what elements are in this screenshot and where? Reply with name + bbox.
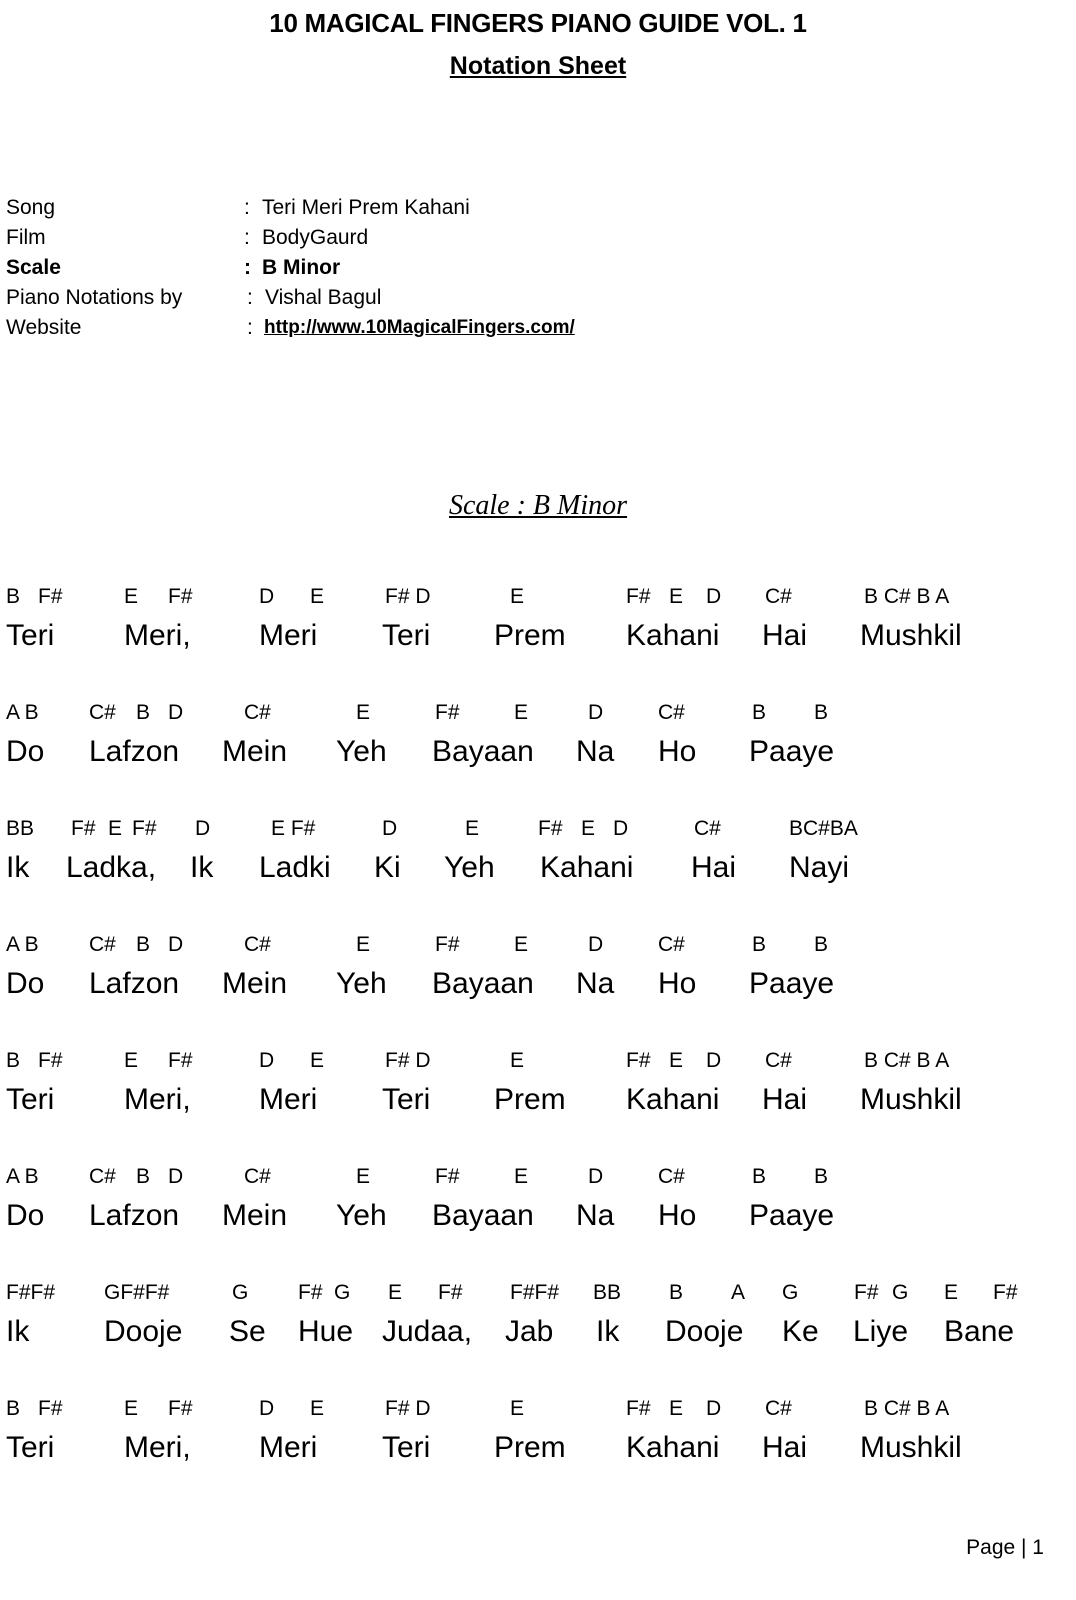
lyric-word: Mushkil	[860, 619, 962, 652]
note: F#	[626, 1397, 651, 1420]
info-label: Website	[6, 316, 82, 339]
note: C#	[89, 1165, 116, 1188]
lyric-word: Yeh	[336, 967, 387, 1000]
note: E	[465, 817, 480, 840]
note: BB	[6, 817, 35, 840]
note: B	[136, 1165, 151, 1188]
lyric-word: Ho	[658, 967, 697, 1000]
info-colon: :	[244, 196, 250, 219]
lyric-word: Hai	[762, 1083, 808, 1116]
note: C#	[658, 1165, 685, 1188]
note: E	[310, 585, 325, 608]
lyric-word: Se	[229, 1315, 266, 1348]
lyric-word: Meri,	[124, 619, 191, 652]
note: E	[669, 1397, 684, 1420]
lyric-word: Ik	[190, 851, 214, 884]
info-label: Piano Notations by	[6, 286, 183, 309]
lyric-word: Mushkil	[860, 1431, 962, 1464]
lyric-word: Ho	[658, 1199, 697, 1232]
note: C#	[658, 933, 685, 956]
lyric-word: Nayi	[789, 851, 850, 884]
notation-line-1	[0, 585, 1076, 665]
note: D	[382, 817, 398, 840]
note: D	[168, 933, 184, 956]
lyric-word: Kahani	[626, 619, 720, 652]
note: D	[259, 1049, 275, 1072]
note: F#	[168, 585, 193, 608]
lyric-word: Lafzon	[89, 735, 180, 768]
notation-line-2	[0, 701, 1076, 781]
lyric-word: Bayaan	[432, 1199, 534, 1232]
note: E	[669, 585, 684, 608]
note: E	[510, 585, 525, 608]
note: C#	[765, 1049, 792, 1072]
note: A	[731, 1281, 746, 1304]
note: B	[136, 701, 151, 724]
note: F#	[435, 1165, 460, 1188]
note: D	[259, 585, 275, 608]
note: C#	[89, 701, 116, 724]
note: E	[669, 1049, 684, 1072]
note: B	[752, 933, 767, 956]
lyric-row	[0, 1083, 1076, 1123]
lyric-word: Prem	[494, 1431, 566, 1464]
note: D	[613, 817, 629, 840]
note: G	[334, 1281, 351, 1304]
note: E	[124, 1397, 139, 1420]
lyric-word: Bane	[944, 1315, 1015, 1348]
document-title: 10 MAGICAL FINGERS PIANO GUIDE VOL. 1	[269, 8, 807, 38]
note: F#F#	[6, 1281, 56, 1304]
note: F#	[538, 817, 563, 840]
note: C#	[244, 701, 271, 724]
notation-line-8	[0, 1397, 1076, 1477]
note: E	[581, 817, 596, 840]
lyric-word: Na	[576, 735, 615, 768]
note: D	[706, 1049, 722, 1072]
lyric-word: Ik	[6, 851, 30, 884]
note: E	[124, 585, 139, 608]
note: D	[259, 1397, 275, 1420]
note: A B	[6, 1165, 39, 1188]
note: A B	[6, 701, 39, 724]
lyric-word: Do	[6, 967, 45, 1000]
lyric-row	[0, 1199, 1076, 1239]
info-value-author: Vishal Bagul	[265, 286, 382, 309]
note: F#	[626, 1049, 651, 1072]
note: E	[514, 1165, 529, 1188]
note: E	[310, 1049, 325, 1072]
lyric-word: Kahani	[540, 851, 634, 884]
lyric-word: Bayaan	[432, 967, 534, 1000]
note: C#	[89, 933, 116, 956]
lyric-row	[0, 619, 1076, 659]
lyric-word: Dooje	[665, 1315, 744, 1348]
lyric-word: Ladki	[259, 851, 331, 884]
lyric-word: Meri	[259, 1083, 318, 1116]
lyric-word: Do	[6, 735, 45, 768]
note: E	[388, 1281, 403, 1304]
info-label: Song	[6, 196, 56, 219]
note: E	[514, 933, 529, 956]
notation-line-4	[0, 933, 1076, 1013]
notation-line-6	[0, 1165, 1076, 1245]
lyric-word: Hue	[298, 1315, 354, 1348]
note: D	[588, 1165, 604, 1188]
info-colon: :	[244, 256, 251, 279]
note: B	[136, 933, 151, 956]
info-row-song	[6, 196, 766, 226]
note: G	[232, 1281, 249, 1304]
lyric-word: Na	[576, 967, 615, 1000]
lyric-word: Paaye	[749, 1199, 835, 1232]
lyric-word: Teri	[6, 1083, 55, 1116]
note: F#	[993, 1281, 1018, 1304]
note: E F#	[271, 817, 316, 840]
lyric-word: Hai	[691, 851, 737, 884]
info-colon: :	[247, 286, 253, 309]
note: B	[814, 1165, 829, 1188]
lyric-word: Liye	[853, 1315, 909, 1348]
lyric-word: Mein	[222, 1199, 288, 1232]
info-row-film	[6, 226, 766, 256]
note: E	[514, 701, 529, 724]
lyric-word: Yeh	[336, 1199, 387, 1232]
lyric-word: Na	[576, 1199, 615, 1232]
note: F#	[168, 1397, 193, 1420]
note: E	[356, 933, 371, 956]
note: B C# B A	[864, 585, 950, 608]
lyric-row	[0, 1431, 1076, 1471]
note: G	[892, 1281, 909, 1304]
lyric-word: Mein	[222, 967, 288, 1000]
note: F# D	[385, 585, 431, 608]
lyric-word: Ki	[374, 851, 401, 884]
lyric-word: Yeh	[336, 735, 387, 768]
note: C#	[765, 585, 792, 608]
note: F#	[38, 585, 63, 608]
lyric-word: Ik	[6, 1315, 30, 1348]
lyric-word: Mushkil	[860, 1083, 962, 1116]
note: B C# B A	[864, 1049, 950, 1072]
lyric-word: Meri	[259, 619, 318, 652]
note: F#	[38, 1397, 63, 1420]
lyric-word: Mein	[222, 735, 288, 768]
lyric-word: Do	[6, 1199, 45, 1232]
note: F#	[438, 1281, 463, 1304]
note: E	[356, 701, 371, 724]
lyric-word: Kahani	[626, 1431, 720, 1464]
note: D	[195, 817, 211, 840]
note: B	[669, 1281, 684, 1304]
note: B	[814, 933, 829, 956]
note: F#	[132, 817, 157, 840]
info-row-notations-by	[6, 286, 766, 316]
note: B	[6, 1049, 21, 1072]
note: F#F#	[510, 1281, 560, 1304]
page-number: Page | 1	[966, 1536, 1044, 1559]
note: F# D	[385, 1397, 431, 1420]
note: A B	[6, 933, 39, 956]
notation-line-3	[0, 817, 1076, 897]
info-label: Scale	[6, 256, 61, 279]
note: C#	[244, 933, 271, 956]
note: D	[706, 585, 722, 608]
note: F#	[435, 701, 460, 724]
info-colon: :	[247, 316, 253, 339]
note: B	[6, 585, 21, 608]
note: C#	[765, 1397, 792, 1420]
note: E	[108, 817, 123, 840]
lyric-word: Paaye	[749, 967, 835, 1000]
lyric-row	[0, 851, 1076, 891]
lyric-word: Prem	[494, 619, 566, 652]
note: GF#F#	[104, 1281, 170, 1304]
note: F#	[435, 933, 460, 956]
note: BB	[593, 1281, 622, 1304]
lyric-row	[0, 1315, 1076, 1355]
note: E	[124, 1049, 139, 1072]
note: D	[168, 1165, 184, 1188]
document-subtitle: Notation Sheet	[449, 52, 627, 80]
lyric-word: Teri	[6, 619, 55, 652]
info-value-song: Teri Meri Prem Kahani	[262, 196, 470, 219]
lyric-word: Prem	[494, 1083, 566, 1116]
lyric-word: Meri,	[124, 1083, 191, 1116]
website-link[interactable]: http://www.10MagicalFingers.com/	[264, 317, 575, 338]
note: B	[814, 701, 829, 724]
lyric-word: Kahani	[626, 1083, 720, 1116]
note: E	[944, 1281, 959, 1304]
lyric-row	[0, 967, 1076, 1007]
lyric-word: Ho	[658, 735, 697, 768]
lyric-word: Lafzon	[89, 1199, 180, 1232]
note: B	[752, 1165, 767, 1188]
notation-line-7	[0, 1281, 1076, 1361]
note: BC#BA	[789, 817, 858, 840]
info-value-film: BodyGaurd	[262, 226, 369, 249]
note: C#	[694, 817, 721, 840]
note: C#	[244, 1165, 271, 1188]
lyric-word: Yeh	[444, 851, 495, 884]
lyric-word: Teri	[382, 1083, 431, 1116]
note: F#	[38, 1049, 63, 1072]
lyric-word: Meri	[259, 1431, 318, 1464]
note: D	[588, 701, 604, 724]
note: B	[752, 701, 767, 724]
lyric-row	[0, 735, 1076, 775]
lyric-word: Bayaan	[432, 735, 534, 768]
note: D	[588, 933, 604, 956]
info-row-scale	[6, 256, 766, 286]
lyric-word: Ik	[596, 1315, 620, 1348]
lyric-word: Paaye	[749, 735, 835, 768]
lyric-word: Lafzon	[89, 967, 180, 1000]
note: F#	[168, 1049, 193, 1072]
note: F# D	[385, 1049, 431, 1072]
note: C#	[658, 701, 685, 724]
lyric-word: Hai	[762, 1431, 808, 1464]
info-value-scale: B Minor	[262, 256, 341, 279]
note: F#	[298, 1281, 323, 1304]
lyric-word: Ke	[782, 1315, 819, 1348]
lyric-word: Dooje	[104, 1315, 183, 1348]
notation-line-5	[0, 1049, 1076, 1129]
lyric-word: Ladka,	[66, 851, 157, 884]
lyric-word: Jab	[505, 1315, 554, 1348]
info-colon: :	[244, 226, 250, 249]
lyric-word: Teri	[382, 1431, 431, 1464]
note: E	[356, 1165, 371, 1188]
lyric-word: Teri	[6, 1431, 55, 1464]
lyric-word: Teri	[382, 619, 431, 652]
info-row-website	[6, 316, 766, 346]
note: B C# B A	[864, 1397, 950, 1420]
note: E	[510, 1049, 525, 1072]
note: D	[168, 701, 184, 724]
lyric-word: Judaa,	[382, 1315, 473, 1348]
lyric-word: Hai	[762, 619, 808, 652]
note: E	[510, 1397, 525, 1420]
note: F#	[854, 1281, 879, 1304]
lyric-word: Meri,	[124, 1431, 191, 1464]
note: B	[6, 1397, 21, 1420]
info-label: Film	[6, 226, 46, 249]
note: F#	[626, 585, 651, 608]
note: E	[310, 1397, 325, 1420]
note: D	[706, 1397, 722, 1420]
note: F#	[71, 817, 96, 840]
scale-heading: Scale : B Minor	[448, 490, 628, 521]
note: G	[782, 1281, 799, 1304]
